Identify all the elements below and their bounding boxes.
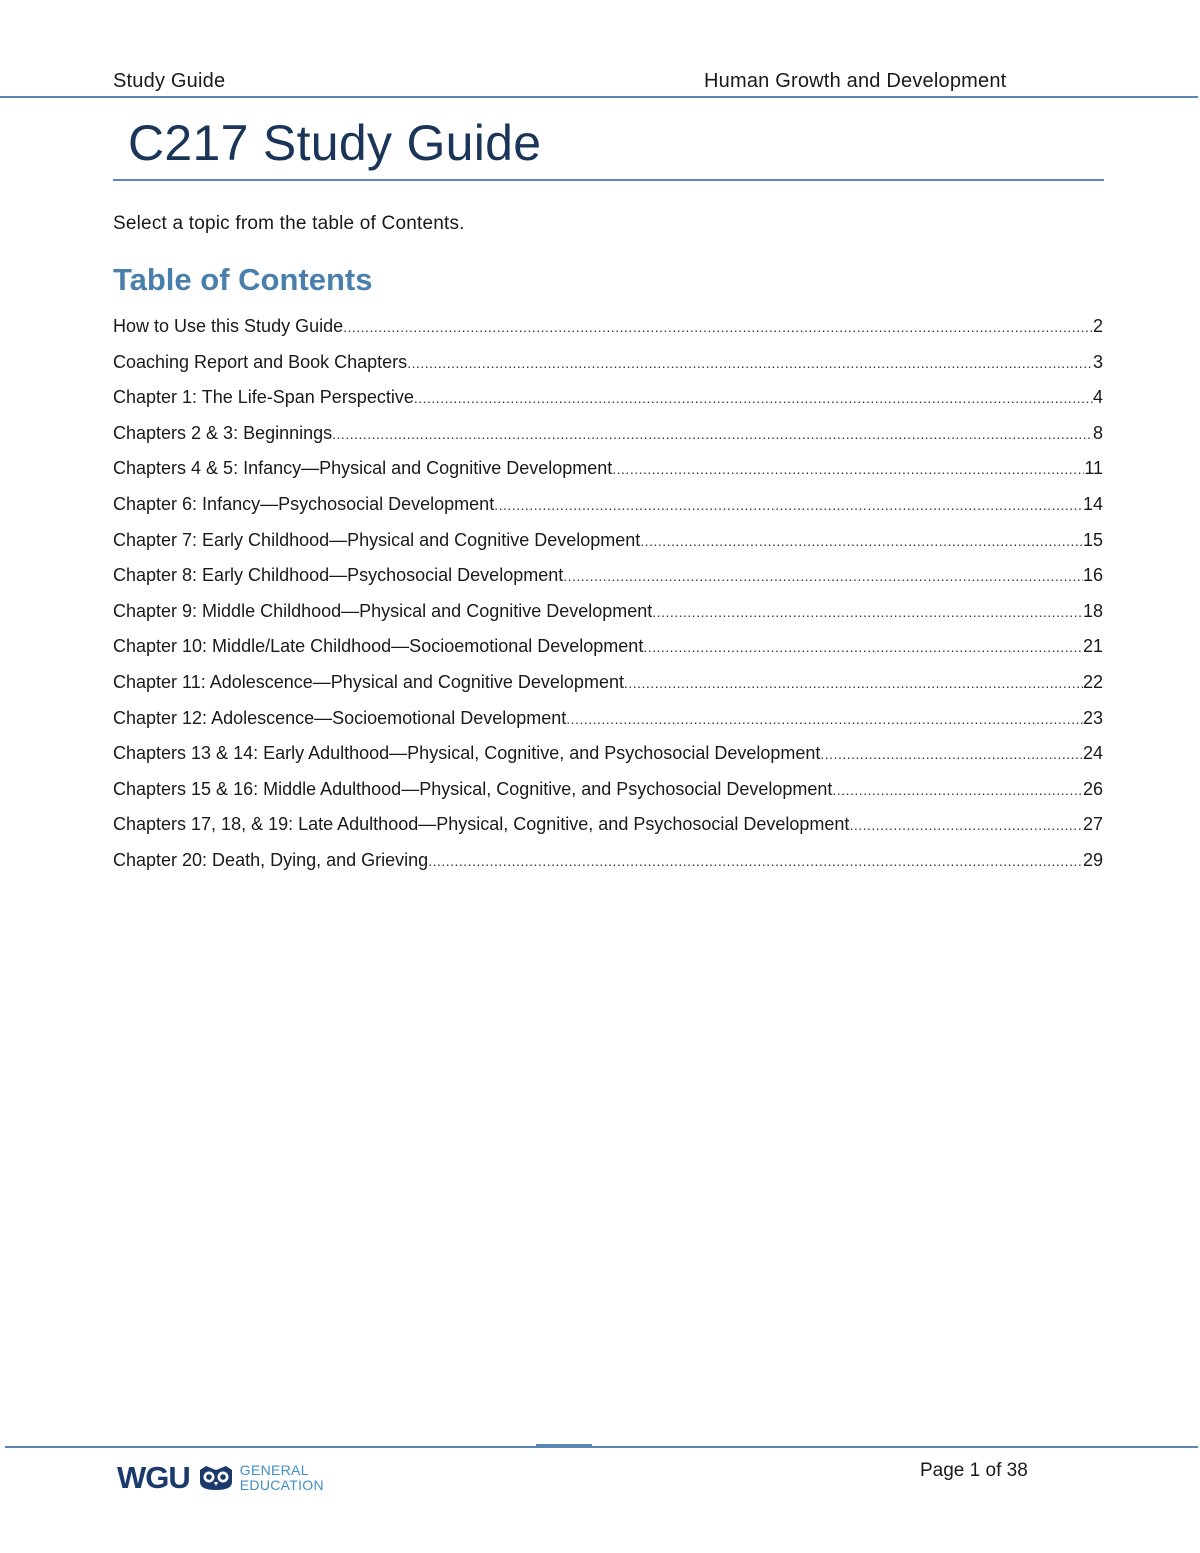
toc-item-chapter-20[interactable] xyxy=(113,850,1103,886)
toc-item-page: 2 xyxy=(1092,316,1103,336)
toc-item-page: 22 xyxy=(1082,671,1103,692)
toc-item-page: 16 xyxy=(1082,565,1103,586)
toc-leader xyxy=(428,853,1083,869)
toc-item-chapter-1[interactable] xyxy=(113,387,1103,423)
toc-item-page: 26 xyxy=(1082,778,1103,799)
toc-item-page: 21 xyxy=(1082,636,1103,657)
toc-item-page: 3 xyxy=(1092,351,1103,372)
toc-item-title: Chapter 10: Middle/Late Childhood—Socioemotional Development xyxy=(113,636,644,657)
toc-item-chapters-13-14[interactable] xyxy=(113,743,1103,779)
toc-item-page: 15 xyxy=(1082,529,1103,550)
toc-item-chapter-11[interactable] xyxy=(113,672,1103,708)
header-right: Human Growth and Development xyxy=(704,70,1007,92)
toc-item-page: 4 xyxy=(1092,387,1103,408)
page-number: Page 1 of 38 xyxy=(920,1460,1028,1481)
intro-text: Select a topic from the table of Contents. xyxy=(113,213,465,234)
wgu-logo xyxy=(117,1460,324,1496)
toc-item-page: 14 xyxy=(1082,493,1103,514)
footer-divider xyxy=(5,1446,1198,1448)
toc-item-title: Chapter 12: Adolescence—Socioemotional Development xyxy=(113,707,567,728)
toc-leader xyxy=(832,782,1083,798)
toc-item-page: 18 xyxy=(1082,600,1103,621)
toc-leader xyxy=(332,426,1093,442)
toc-item-chapter-12[interactable] xyxy=(113,708,1103,744)
toc-item-page: 23 xyxy=(1082,707,1103,728)
header-divider xyxy=(0,96,1198,98)
toc-item-title: Chapters 15 & 16: Middle Adulthood—Physical, Cognitive, and Psychosocial Development xyxy=(113,778,833,799)
toc-item-title: Chapter 1: The Life-Span Perspective xyxy=(113,387,414,408)
toc-item-title: Chapter 11: Adolescence—Physical and Cognitive Development xyxy=(113,671,624,692)
toc-item-title: Chapter 8: Early Childhood—Psychosocial Development xyxy=(113,565,564,586)
toc-item-chapter-8[interactable] xyxy=(113,565,1103,601)
toc-leader xyxy=(820,746,1083,762)
toc-item-title: Chapters 17, 18, & 19: Late Adulthood—Physical, Cognitive, and Psychosocial Development xyxy=(113,814,850,835)
toc-item-chapter-10[interactable] xyxy=(113,636,1103,672)
toc-item-how-to-use[interactable] xyxy=(113,316,1103,352)
toc-item-title: Chapters 4 & 5: Infancy—Physical and Cognitive Development xyxy=(113,458,613,479)
toc-leader xyxy=(643,639,1083,655)
toc-item-page: 24 xyxy=(1082,743,1103,764)
toc-item-page: 11 xyxy=(1084,458,1103,479)
toc-item-chapter-6[interactable] xyxy=(113,494,1103,530)
toc-leader xyxy=(563,568,1083,584)
toc-leader xyxy=(407,355,1093,371)
toc-item-chapter-9[interactable] xyxy=(113,601,1103,637)
toc-item-title: Chapter 7: Early Childhood—Physical and Cognitive Development xyxy=(113,529,641,550)
header-left: Study Guide xyxy=(113,70,226,92)
toc-item-chapters-4-5[interactable] xyxy=(113,458,1103,494)
table-of-contents xyxy=(113,316,1103,886)
logo-line-1: GENERAL xyxy=(239,1462,309,1478)
toc-leader xyxy=(566,711,1083,727)
toc-item-page: 29 xyxy=(1082,849,1103,870)
footer-divider-accent xyxy=(536,1444,592,1448)
toc-item-title: Coaching Report and Book Chapters xyxy=(113,351,408,372)
toc-item-title: Chapter 20: Death, Dying, and Grieving xyxy=(113,849,429,870)
toc-leader xyxy=(624,675,1083,691)
logo-text xyxy=(240,1463,324,1493)
logo-wordmark: WGU xyxy=(117,1460,190,1495)
toc-item-title: Chapter 6: Infancy—Psychosocial Development xyxy=(113,493,495,514)
owl-icon xyxy=(196,1464,236,1492)
toc-leader xyxy=(343,319,1093,335)
toc-item-coaching-report[interactable] xyxy=(113,352,1103,388)
toc-leader xyxy=(414,390,1093,406)
toc-item-chapters-17-18-19[interactable] xyxy=(113,814,1103,850)
title-divider xyxy=(113,179,1104,181)
toc-item-page: 8 xyxy=(1092,422,1103,443)
page-title: C217 Study Guide xyxy=(128,115,542,171)
toc-leader xyxy=(494,497,1083,513)
toc-item-chapters-2-3[interactable] xyxy=(113,423,1103,459)
toc-heading: Table of Contents xyxy=(113,262,373,297)
toc-item-title: How to Use this Study Guide xyxy=(113,316,344,336)
toc-item-title: Chapters 2 & 3: Beginnings xyxy=(113,422,333,443)
toc-item-title: Chapter 9: Middle Childhood—Physical and Cognitive Development xyxy=(113,600,653,621)
logo-line-2: EDUCATION xyxy=(239,1477,324,1493)
toc-item-title: Chapters 13 & 14: Early Adulthood—Physical, Cognitive, and Psychosocial Development xyxy=(113,743,821,764)
toc-item-chapter-7[interactable] xyxy=(113,530,1103,566)
toc-leader xyxy=(652,604,1083,620)
toc-item-page: 27 xyxy=(1082,814,1103,835)
toc-leader xyxy=(612,461,1084,477)
toc-leader xyxy=(640,533,1083,549)
toc-leader xyxy=(849,817,1083,833)
toc-item-chapters-15-16[interactable] xyxy=(113,779,1103,815)
